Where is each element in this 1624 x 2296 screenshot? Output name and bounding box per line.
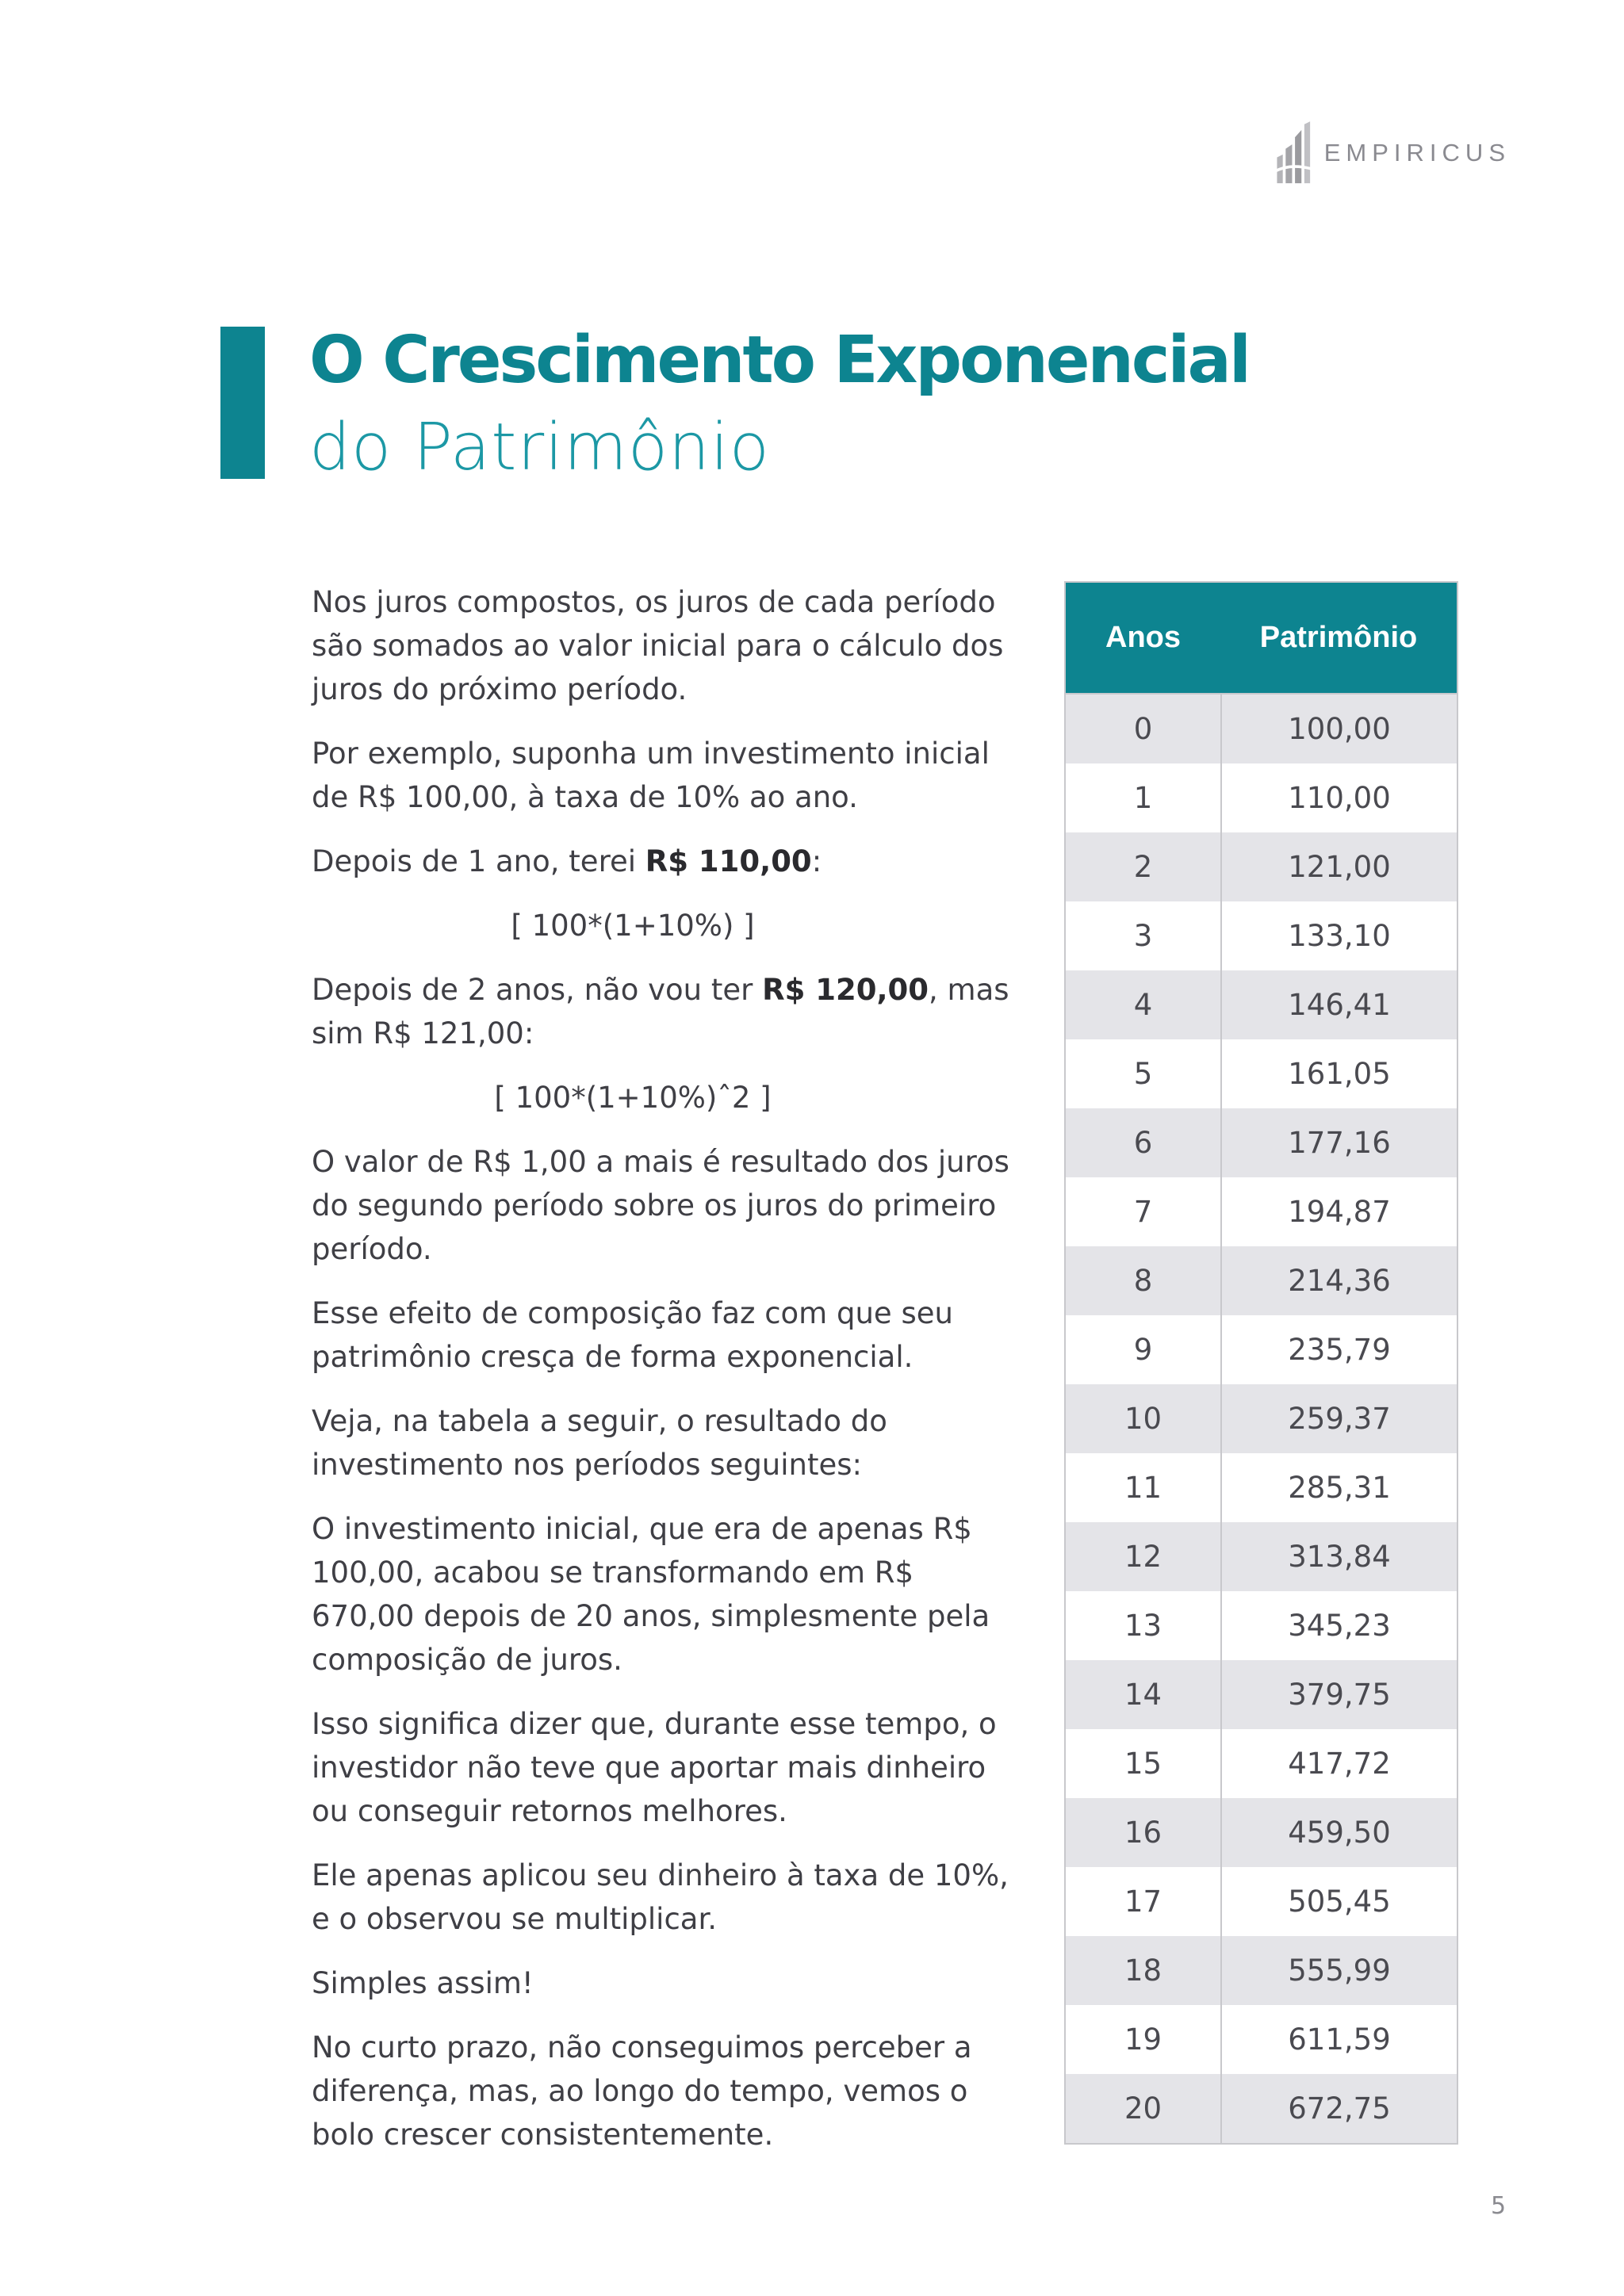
table-row bbox=[1066, 1315, 1457, 1384]
year-cell: 15 bbox=[1066, 1729, 1222, 1798]
patrimonio-cell: 313,84 bbox=[1288, 1540, 1391, 1574]
year-cell: 13 bbox=[1066, 1591, 1222, 1660]
table-row bbox=[1066, 1729, 1457, 1798]
patrimonio-cell: 459,50 bbox=[1288, 1816, 1391, 1850]
paragraph: Isso significa dizer que, durante esse tempo, o investidor não teve que aportar mais dinheiro ou conseguir retornos melhores. bbox=[312, 1707, 997, 1828]
table-row bbox=[1066, 695, 1457, 763]
table-row bbox=[1066, 1177, 1457, 1246]
growth-table bbox=[1064, 581, 1458, 2145]
patrimonio-cell: 146,41 bbox=[1288, 988, 1391, 1022]
formula: [ 100*(1+10%)ˆ2 ] bbox=[494, 1081, 772, 1115]
year-cell: 9 bbox=[1066, 1315, 1222, 1384]
page-subtitle: do Patrimônio bbox=[309, 410, 770, 485]
table-row bbox=[1066, 1453, 1457, 1522]
year-cell: 19 bbox=[1066, 2005, 1222, 2074]
paragraph: Depois de 2 anos, não vou ter R$ 120,00, mas sim R$ 121,00: bbox=[312, 973, 1009, 1050]
table-row bbox=[1066, 832, 1457, 901]
patrimonio-cell: 285,31 bbox=[1288, 1471, 1391, 1505]
table-row bbox=[1066, 1867, 1457, 1936]
paragraph: O investimento inicial, que era de apenas R$ 100,00, acabou se transformando em R$ 670,00 depois de 20 anos, simplesmente pela composição de juros. bbox=[312, 1512, 990, 1677]
year-cell: 2 bbox=[1066, 832, 1222, 901]
year-cell: 12 bbox=[1066, 1522, 1222, 1591]
title-accent-bar bbox=[220, 327, 265, 479]
year-cell: 18 bbox=[1066, 1936, 1222, 2005]
table-row bbox=[1066, 763, 1457, 832]
empiricus-logo-icon bbox=[1273, 118, 1313, 188]
year-cell: 1 bbox=[1066, 763, 1222, 832]
patrimonio-cell: 100,00 bbox=[1288, 712, 1391, 746]
year-cell: 14 bbox=[1066, 1660, 1222, 1729]
year-cell: 16 bbox=[1066, 1798, 1222, 1867]
year-cell: 20 bbox=[1066, 2074, 1222, 2143]
patrimonio-cell: 235,79 bbox=[1288, 1333, 1391, 1367]
year-cell: 4 bbox=[1066, 970, 1222, 1039]
year-cell: 0 bbox=[1066, 695, 1222, 763]
year-cell: 5 bbox=[1066, 1039, 1222, 1108]
year-cell: 17 bbox=[1066, 1867, 1222, 1936]
patrimonio-cell: 161,05 bbox=[1288, 1057, 1391, 1091]
patrimonio-cell: 417,72 bbox=[1288, 1747, 1391, 1781]
patrimonio-cell: 121,00 bbox=[1288, 850, 1391, 884]
table-body bbox=[1066, 695, 1457, 2143]
patrimonio-cell: 555,99 bbox=[1288, 1954, 1391, 1988]
patrimonio-cell: 110,00 bbox=[1288, 781, 1391, 815]
patrimonio-cell: 214,36 bbox=[1288, 1264, 1391, 1298]
page-title: O Crescimento Exponencial bbox=[309, 323, 1249, 398]
paragraph: Esse efeito de composição faz com que seu patrimônio cresça de forma exponencial. bbox=[312, 1296, 953, 1374]
year-cell: 7 bbox=[1066, 1177, 1222, 1246]
table-row bbox=[1066, 901, 1457, 970]
empiricus-logo bbox=[1273, 117, 1511, 189]
paragraph: Simples assim! bbox=[312, 1966, 534, 2000]
table-row bbox=[1066, 1039, 1457, 1108]
table-row bbox=[1066, 1384, 1457, 1453]
paragraph: Nos juros compostos, os juros de cada período são somados ao valor inicial para o cálculo dos juros do próximo período. bbox=[312, 585, 1004, 706]
patrimonio-cell: 194,87 bbox=[1288, 1195, 1391, 1229]
patrimonio-cell: 345,23 bbox=[1288, 1609, 1391, 1643]
paragraph: Por exemplo, suponha um investimento inicial de R$ 100,00, à taxa de 10% ao ano. bbox=[312, 737, 990, 814]
column-header-patrimonio: Patrimônio bbox=[1259, 621, 1418, 654]
patrimonio-cell: 133,10 bbox=[1288, 919, 1391, 953]
year-cell: 10 bbox=[1066, 1384, 1222, 1453]
bold-value: R$ 110,00 bbox=[645, 844, 812, 878]
paragraph: Veja, na tabela a seguir, o resultado do investimento nos períodos seguintes: bbox=[312, 1404, 887, 1482]
patrimonio-cell: 672,75 bbox=[1288, 2091, 1391, 2126]
table-row bbox=[1066, 970, 1457, 1039]
table-row bbox=[1066, 2074, 1457, 2143]
paragraph: Ele apenas aplicou seu dinheiro à taxa de 10%, e o observou se multiplicar. bbox=[312, 1858, 1009, 1936]
table-row bbox=[1066, 1660, 1457, 1729]
bold-value: R$ 120,00 bbox=[762, 973, 929, 1007]
paragraph: Depois de 1 ano, terei R$ 110,00: bbox=[312, 844, 822, 878]
table-row bbox=[1066, 1591, 1457, 1660]
year-cell: 8 bbox=[1066, 1246, 1222, 1315]
patrimonio-cell: 611,59 bbox=[1288, 2022, 1391, 2057]
table-row bbox=[1066, 2005, 1457, 2074]
table-row bbox=[1066, 1936, 1457, 2005]
year-cell: 3 bbox=[1066, 901, 1222, 970]
logo-text: EMPIRICUS bbox=[1323, 139, 1511, 166]
table-row bbox=[1066, 1108, 1457, 1177]
year-cell: 6 bbox=[1066, 1108, 1222, 1177]
patrimonio-cell: 259,37 bbox=[1288, 1402, 1391, 1436]
column-header-anos: Anos bbox=[1105, 621, 1181, 654]
patrimonio-cell: 177,16 bbox=[1288, 1126, 1391, 1160]
paragraph: No curto prazo, não conseguimos perceber a diferença, mas, ao longo do tempo, vemos o bolo crescer consistentemente. bbox=[312, 2030, 972, 2152]
page-number: 5 bbox=[1491, 2192, 1507, 2220]
formula: [ 100*(1+10%) ] bbox=[511, 909, 755, 943]
year-cell: 11 bbox=[1066, 1453, 1222, 1522]
table-row bbox=[1066, 1246, 1457, 1315]
paragraph: O valor de R$ 1,00 a mais é resultado dos juros do segundo período sobre os juros do primeiro período. bbox=[312, 1145, 1009, 1266]
table-header bbox=[1066, 583, 1457, 695]
table-row bbox=[1066, 1798, 1457, 1867]
patrimonio-cell: 505,45 bbox=[1288, 1885, 1391, 1919]
patrimonio-cell: 379,75 bbox=[1288, 1678, 1391, 1712]
body-text bbox=[312, 580, 1009, 2177]
table-row bbox=[1066, 1522, 1457, 1591]
